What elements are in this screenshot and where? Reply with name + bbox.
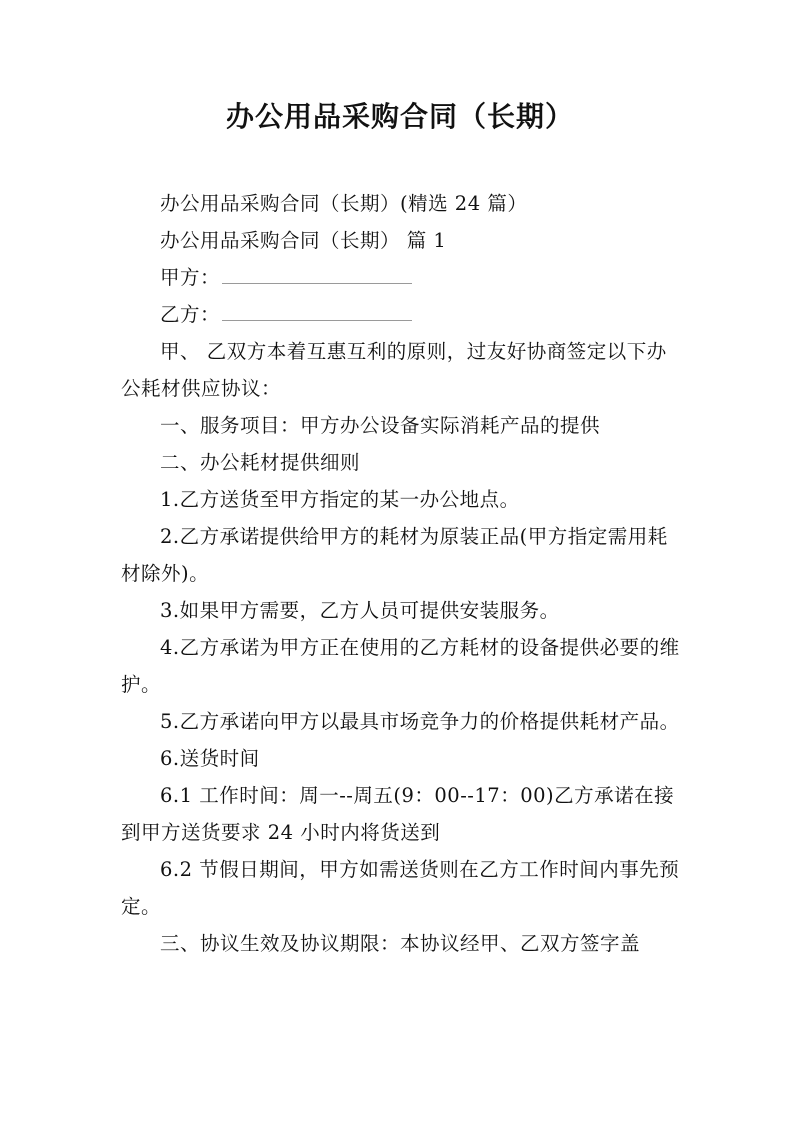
piece-heading: 办公用品采购合同（长期） 篇 1 (160, 229, 447, 252)
paragraph: 3.如果甲方需要，乙方人员可提供安装服务。 (160, 599, 560, 622)
paragraph: 6.送货时间 (160, 747, 260, 770)
paragraph: 4.乙方承诺为甲方正在使用的乙方耗材的设备提供必要的维护。 (121, 636, 680, 696)
paragraph: 1.乙方送货至甲方指定的某一办公地点。 (160, 488, 520, 511)
paragraph: 2.乙方承诺提供给甲方的耗材为原装正品(甲方指定需用耗材除外)。 (121, 525, 668, 585)
paragraph: 甲、 乙双方本着互惠互利的原则，过友好协商签定以下办公耗材供应协议： (121, 340, 667, 400)
party-b-blank-line (222, 302, 412, 321)
document-title: 办公用品采购合同（长期） (225, 100, 574, 133)
paragraph: 6.1 工作时间：周一--周五(9：00--17：00)乙方承诺在接到甲方送货要求 24 小时内将货送到 (121, 784, 675, 844)
paragraph: 一、服务项目：甲方办公设备实际消耗产品的提供 (160, 414, 601, 437)
paragraph: 6.2 节假日期间，甲方如需送货则在乙方工作时间内事先预定。 (121, 858, 680, 918)
paragraph: 三、协议生效及协议期限：本协议经甲、乙双方签字盖 (160, 932, 641, 955)
party-b-row (121, 296, 681, 333)
party-b-label: 乙方： (160, 303, 221, 326)
party-a-label: 甲方： (160, 266, 221, 289)
paragraph: 二、办公耗材提供细则 (160, 451, 361, 474)
party-a-row (121, 259, 681, 296)
document-body (121, 185, 681, 962)
party-a-blank-line (222, 265, 412, 284)
collection-subtitle: 办公用品采购合同（长期）(精选 24 篇） (160, 192, 528, 215)
paragraph: 5.乙方承诺向甲方以最具市场竞争力的价格提供耗材产品。 (160, 710, 680, 733)
